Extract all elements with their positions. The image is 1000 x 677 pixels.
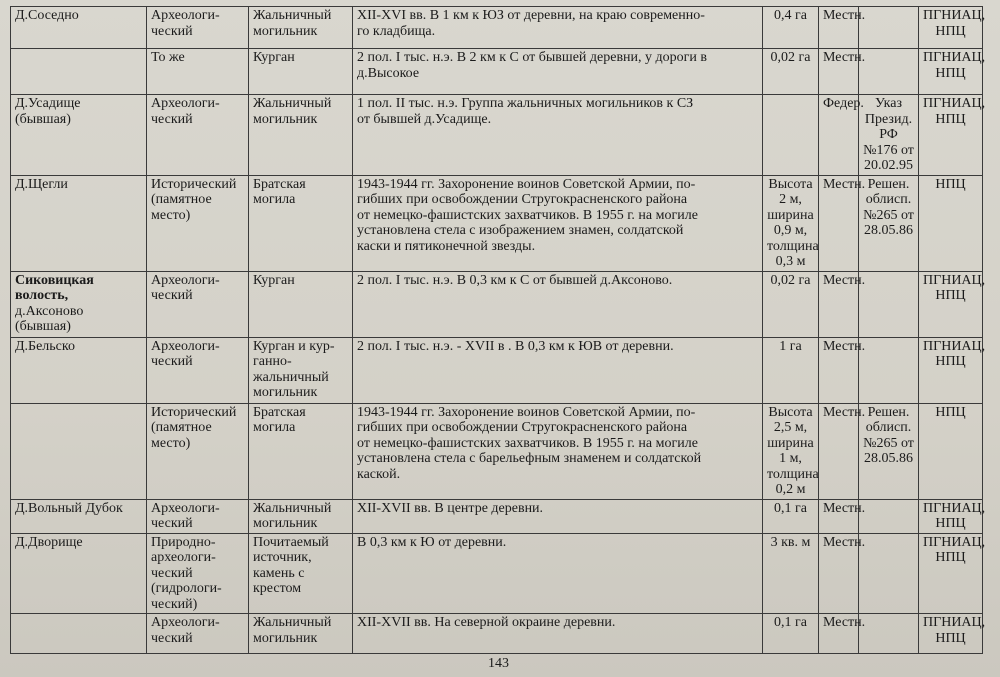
description-cell xyxy=(353,533,763,614)
description-cell xyxy=(353,95,763,176)
name-cell-text: Курган xyxy=(253,50,295,65)
document-cell-text: Решен. облисп. №265 от 28.05.86 xyxy=(863,176,914,238)
status-cell xyxy=(819,499,866,533)
type-cell xyxy=(147,499,249,533)
description-cell-text: XII-XVII вв. На северной окраине деревни. xyxy=(357,615,616,630)
table-row xyxy=(11,533,983,614)
description-cell xyxy=(353,403,763,499)
status-cell-text: Местн. xyxy=(823,615,866,630)
type-cell-text: Археологи- ческий xyxy=(151,338,220,369)
page-number: 143 xyxy=(488,656,509,671)
status-cell xyxy=(819,7,866,49)
status-cell xyxy=(819,533,866,614)
organization-cell-text: ПГНИАЦ, НПЦ xyxy=(923,8,986,39)
document-cell-text: Решен. облисп. №265 от 28.05.86 xyxy=(863,404,914,466)
size-cell xyxy=(763,499,819,533)
table-row xyxy=(11,7,983,49)
organization-cell-text: ПГНИАЦ, НПЦ xyxy=(923,50,986,81)
organization-cell xyxy=(919,7,986,49)
location-cell xyxy=(11,614,147,654)
description-cell xyxy=(353,271,763,337)
name-cell xyxy=(249,337,353,403)
description-cell xyxy=(353,7,763,49)
document-cell xyxy=(859,403,919,499)
document-cell xyxy=(859,95,919,176)
name-cell xyxy=(249,271,353,337)
name-cell-text: Жальничный могильник xyxy=(253,500,332,531)
table-row xyxy=(11,175,983,271)
location-cell xyxy=(11,7,147,49)
document-cell xyxy=(859,533,919,614)
document-cell xyxy=(859,271,919,337)
size-cell-text: 3 кв. м xyxy=(770,534,811,550)
location-cell-text: Д.Дворище xyxy=(15,534,83,550)
type-cell-text: Археологи- ческий xyxy=(151,272,220,303)
name-cell xyxy=(249,7,353,49)
name-cell-text: Жальничный могильник xyxy=(253,615,332,646)
type-cell xyxy=(147,403,249,499)
location-cell xyxy=(11,175,147,271)
status-cell xyxy=(819,95,864,176)
type-cell xyxy=(147,7,249,49)
type-cell-text: Природно- археологи- ческий (гидрологи- ческий) xyxy=(151,534,222,612)
description-cell xyxy=(353,614,763,654)
table-row xyxy=(11,614,983,654)
type-cell-text: То же xyxy=(151,50,185,65)
name-cell-text: Жальничный могильник xyxy=(253,8,332,39)
description-cell-text: XII-XVI вв. В 1 км к ЮЗ от деревни, на краю современно- го кладбища. xyxy=(357,8,705,39)
document-cell xyxy=(859,337,919,403)
name-cell xyxy=(249,614,353,654)
status-cell-text: Местн. xyxy=(823,404,866,420)
status-cell xyxy=(819,614,866,654)
size-cell xyxy=(763,403,819,499)
description-cell-text: XII-XVII вв. В центре деревни. xyxy=(357,500,544,516)
document-cell xyxy=(859,7,919,49)
size-cell xyxy=(763,533,819,614)
description-cell-text: 1943-1944 гг. Захоронение воинов Советской Армии, по- гибших при освобождении Стругокрасненского района от немецко-фашистских захватчиков. В 1955 г. на могиле установлена стела с барельефным знаменем и солдатской каской. xyxy=(357,404,702,482)
size-cell-text: Высота 2 м, ширина 0,9 м, толщина 0,3 м xyxy=(767,176,819,269)
size-cell-text: 1 га xyxy=(779,338,802,354)
organization-cell xyxy=(919,337,986,403)
name-cell xyxy=(249,175,353,271)
type-cell-text: Археологи- ческий xyxy=(151,96,220,127)
table-row xyxy=(11,271,983,337)
monuments-table xyxy=(10,6,986,654)
description-cell xyxy=(353,175,763,271)
status-cell xyxy=(819,271,866,337)
location-cell xyxy=(11,403,147,499)
organization-cell-text: ПГНИАЦ, НПЦ xyxy=(923,272,986,303)
type-cell xyxy=(147,175,249,271)
location-cell xyxy=(11,271,147,337)
organization-cell xyxy=(919,49,986,95)
document-cell xyxy=(859,175,919,271)
status-cell-text: Местн. xyxy=(823,534,866,550)
size-cell xyxy=(763,271,819,337)
status-cell xyxy=(819,175,866,271)
table-row xyxy=(11,403,983,499)
organization-cell-text: ПГНИАЦ, НПЦ xyxy=(923,534,986,565)
size-cell-text: 0,02 га xyxy=(770,50,811,65)
name-cell-text: Курган и кур- ганно- жальничный могильник xyxy=(253,338,335,400)
organization-cell-text: НПЦ xyxy=(935,176,966,192)
table-row xyxy=(11,337,983,403)
status-cell xyxy=(819,403,866,499)
status-cell-text: Местн. xyxy=(823,8,866,23)
name-cell-text: Братская могила xyxy=(253,404,306,435)
status-cell xyxy=(819,49,866,95)
organization-cell-text: ПГНИАЦ, НПЦ xyxy=(923,615,986,646)
type-cell xyxy=(147,95,249,176)
organization-cell xyxy=(919,271,986,337)
table-row xyxy=(11,499,983,533)
description-cell xyxy=(353,337,763,403)
document-cell-text: Указ Презид. РФ №176 от 20.02.95 xyxy=(863,96,914,173)
document-cell xyxy=(859,49,919,95)
size-cell xyxy=(763,337,819,403)
size-cell xyxy=(763,614,819,654)
size-cell xyxy=(763,95,819,176)
type-cell xyxy=(147,614,249,654)
size-cell xyxy=(763,49,819,95)
name-cell xyxy=(249,499,353,533)
description-cell-text: В 0,3 км к Ю от деревни. xyxy=(357,534,507,550)
name-cell-text: Братская могила xyxy=(253,176,306,207)
size-cell-text: 0,4 га xyxy=(774,8,807,23)
name-cell xyxy=(249,95,353,176)
type-cell xyxy=(147,49,249,95)
location-cell xyxy=(11,337,147,403)
type-cell xyxy=(147,533,249,614)
location-cell-text: Д.Усадище (бывшая) xyxy=(15,96,81,127)
organization-cell-text: ПГНИАЦ, НПЦ xyxy=(923,96,986,127)
type-cell-text: Археологи- ческий xyxy=(151,500,220,531)
status-cell-text: Федер. xyxy=(823,96,864,111)
status-cell xyxy=(819,337,866,403)
name-cell-text: Курган xyxy=(253,272,295,288)
description-cell-text: 2 пол. I тыс. н.э. В 0,3 км к С от бывшей д.Аксоново. xyxy=(357,272,673,288)
volost-heading: Сиковицкая волость, xyxy=(15,272,94,303)
type-cell-text: Исторический (памятное место) xyxy=(151,404,237,451)
status-cell-text: Местн. xyxy=(823,338,866,354)
organization-cell xyxy=(919,95,986,176)
name-cell-text: Жальничный могильник xyxy=(253,96,332,127)
organization-cell xyxy=(919,614,986,654)
table-row xyxy=(11,95,983,176)
location-cell xyxy=(11,533,147,614)
table-row xyxy=(11,49,983,95)
description-cell-text: 1 пол. II тыс. н.э. Группа жальничных могильников к СЗ от бывшей д.Усадище. xyxy=(357,96,694,127)
size-cell xyxy=(763,175,819,271)
description-cell-text: 1943-1944 гг. Захоронение воинов Советской Армии, по- гибших при освобождении Стругокрасненского района от немецко-фашистских захватчиков. В 1955 г. на могиле установлена стела с изображением знамен, солдатской каски и пятиконечной звезды. xyxy=(357,176,698,254)
description-cell-text: 2 пол. I тыс. н.э. В 2 км к С от бывшей деревни, у дороги в д.Высокое xyxy=(357,50,708,81)
name-cell xyxy=(249,403,353,499)
name-cell xyxy=(249,533,353,614)
status-cell-text: Местн. xyxy=(823,176,866,192)
name-cell-text: Почитаемый источник, камень с крестом xyxy=(253,534,329,596)
document-cell xyxy=(859,614,919,654)
type-cell-text: Археологи- ческий xyxy=(151,8,220,39)
status-cell-text: Местн. xyxy=(823,500,866,516)
location-cell xyxy=(11,49,147,95)
size-cell-text: 0,02 га xyxy=(770,272,811,288)
location-cell-text: Д.Бельско xyxy=(15,338,75,354)
document-cell xyxy=(859,499,919,533)
size-cell xyxy=(763,7,819,49)
organization-cell-text: НПЦ xyxy=(935,404,966,420)
location-cell-text: Д.Соседно xyxy=(15,8,79,23)
organization-cell xyxy=(919,175,983,271)
status-cell-text: Местн. xyxy=(823,272,866,288)
type-cell-text: Археологи- ческий xyxy=(151,615,220,646)
location-text: д.Аксоново (бывшая) xyxy=(15,303,84,334)
location-cell-text: Д.Вольный Дубок xyxy=(15,500,123,516)
organization-cell xyxy=(919,403,983,499)
organization-cell-text: ПГНИАЦ, НПЦ xyxy=(923,500,986,531)
location-cell-text: Д.Щегли xyxy=(15,176,68,192)
type-cell-text: Исторический (памятное место) xyxy=(151,176,237,223)
description-cell xyxy=(353,499,763,533)
organization-cell xyxy=(919,499,986,533)
organization-cell-text: ПГНИАЦ, НПЦ xyxy=(923,338,986,369)
name-cell xyxy=(249,49,353,95)
type-cell xyxy=(147,337,249,403)
location-cell xyxy=(11,95,147,176)
type-cell xyxy=(147,271,249,337)
organization-cell xyxy=(919,533,986,614)
location-cell xyxy=(11,499,147,533)
status-cell-text: Местн. xyxy=(823,50,866,65)
size-cell-text: 0,1 га xyxy=(774,500,807,516)
size-cell-text: Высота 2,5 м, ширина 1 м, толщина 0,2 м xyxy=(767,404,819,497)
description-cell xyxy=(353,49,763,95)
size-cell-text: 0,1 га xyxy=(774,615,807,630)
description-cell-text: 2 пол. I тыс. н.э. - XVII в . В 0,3 км к ЮВ от деревни. xyxy=(357,338,674,354)
